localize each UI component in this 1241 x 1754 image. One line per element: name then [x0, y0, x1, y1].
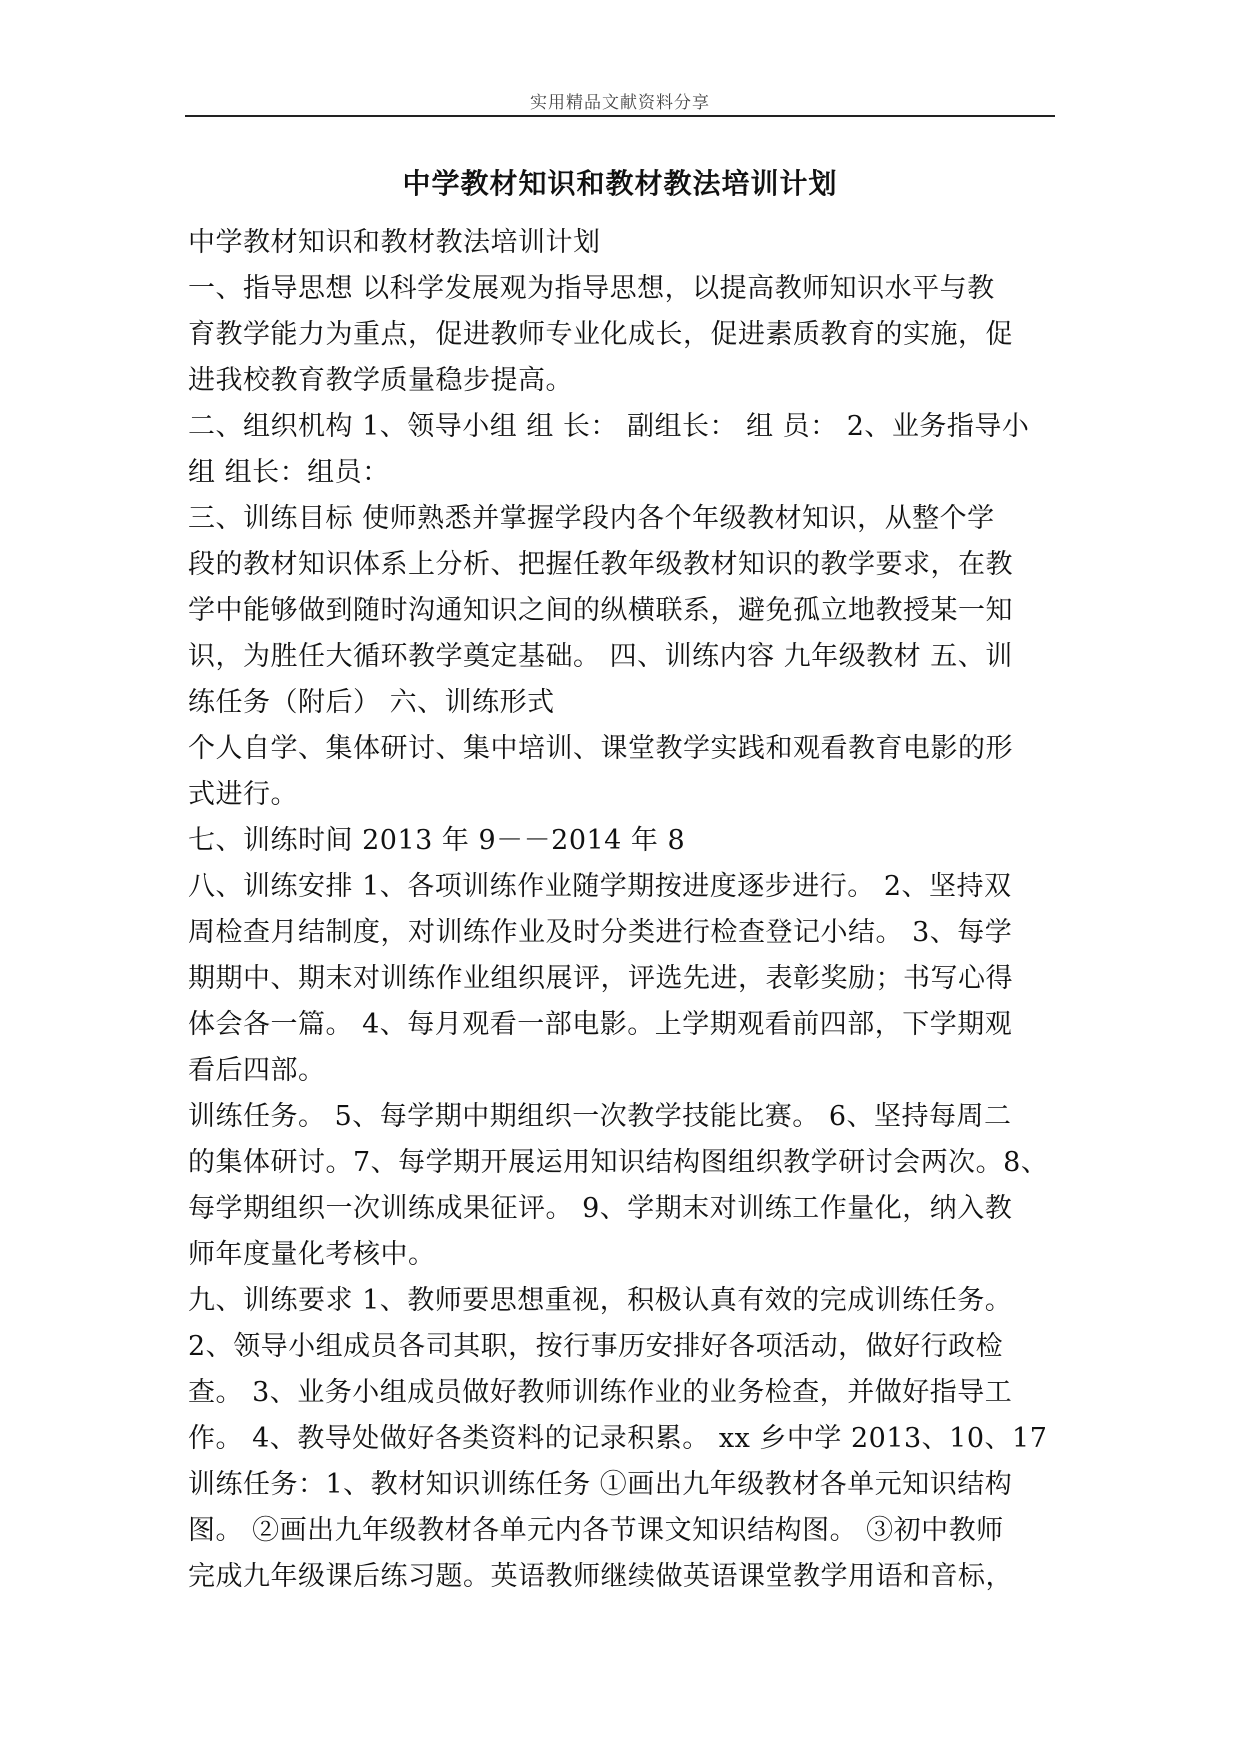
body-line: 查。 3、业务小组成员做好教师训练作业的业务检查，并做好指导工 — [188, 1377, 1013, 1408]
body-line: 一、指导思想 以科学发展观为指导思想，以提高教师知识水平与教 — [188, 273, 995, 304]
body-line: 三、训练目标 使师熟悉并掌握学段内各个年级教材知识，从整个学 — [188, 503, 995, 534]
body-line: 八、训练安排 1、各项训练作业随学期按进度逐步进行。 2、坚持双 — [188, 871, 1012, 902]
running-header: 实用精品文献资料分享 — [530, 93, 710, 113]
body-line: 体会各一篇。 4、每月观看一部电影。上学期观看前四部，下学期观 — [188, 1009, 1013, 1040]
body-line: 每学期组织一次训练成果征评。 9、学期末对训练工作量化，纳入教 — [188, 1193, 1013, 1224]
body-line: 完成九年级课后练习题。英语教师继续做英语课堂教学用语和音标， — [188, 1561, 1013, 1592]
body-line: 九、训练要求 1、教师要思想重视，积极认真有效的完成训练任务。 — [188, 1285, 1013, 1316]
body-line: 中学教材知识和教材教法培训计划 — [188, 227, 601, 258]
body-line: 段的教材知识体系上分析、把握任教年级教材知识的教学要求，在教 — [188, 549, 1013, 580]
body-line: 训练任务。 5、每学期中期组织一次教学技能比赛。 6、坚持每周二 — [188, 1101, 1012, 1132]
body-line: 组 组长：组员： — [188, 457, 390, 488]
body-line: 作。 4、教导处做好各类资料的记录积累。 xx 乡中学 2013、10、17 — [188, 1423, 1048, 1454]
body-line: 2、领导小组成员各司其职，按行事历安排好各项活动，做好行政检 — [188, 1331, 1004, 1362]
body-line: 式进行。 — [188, 779, 298, 810]
body-line: 学中能够做到随时沟通知识之间的纵横联系，避免孤立地教授某一知 — [188, 595, 1013, 626]
body-line: 的集体研讨。7、每学期开展运用知识结构图组织教学研讨会两次。8、 — [188, 1147, 1049, 1178]
document-body — [188, 220, 1088, 1600]
body-line: 期期中、期末对训练作业组织展评，评选先进，表彰奖励；书写心得 — [188, 963, 1013, 994]
header-divider — [185, 115, 1055, 117]
body-line: 图。 ②画出九年级教材各单元内各节课文知识结构图。 ③初中教师 — [188, 1515, 1004, 1546]
body-line: 个人自学、集体研讨、集中培训、课堂教学实践和观看教育电影的形 — [188, 733, 1013, 764]
body-line: 七、训练时间 2013 年 9－－2014 年 8 — [188, 825, 686, 856]
body-line: 练任务（附后） 六、训练形式 — [188, 687, 555, 718]
body-line: 训练任务：1、教材知识训练任务 ①画出九年级教材各单元知识结构 — [188, 1469, 1013, 1500]
body-line: 周检查月结制度，对训练作业及时分类进行检查登记小结。 3、每学 — [188, 917, 1013, 948]
document-title: 中学教材知识和教材教法培训计划 — [402, 167, 838, 200]
body-line: 识，为胜任大循环教学奠定基础。 四、训练内容 九年级教材 五、训 — [188, 641, 1013, 672]
body-line: 育教学能力为重点，促进教师专业化成长，促进素质教育的实施，促 — [188, 319, 1013, 350]
body-line: 进我校教育教学质量稳步提高。 — [188, 365, 573, 396]
body-line: 看后四部。 — [188, 1055, 326, 1086]
body-line: 二、组织机构 1、领导小组 组 长： 副组长： 组 员： 2、业务指导小 — [188, 411, 1030, 442]
body-line: 师年度量化考核中。 — [188, 1239, 436, 1270]
